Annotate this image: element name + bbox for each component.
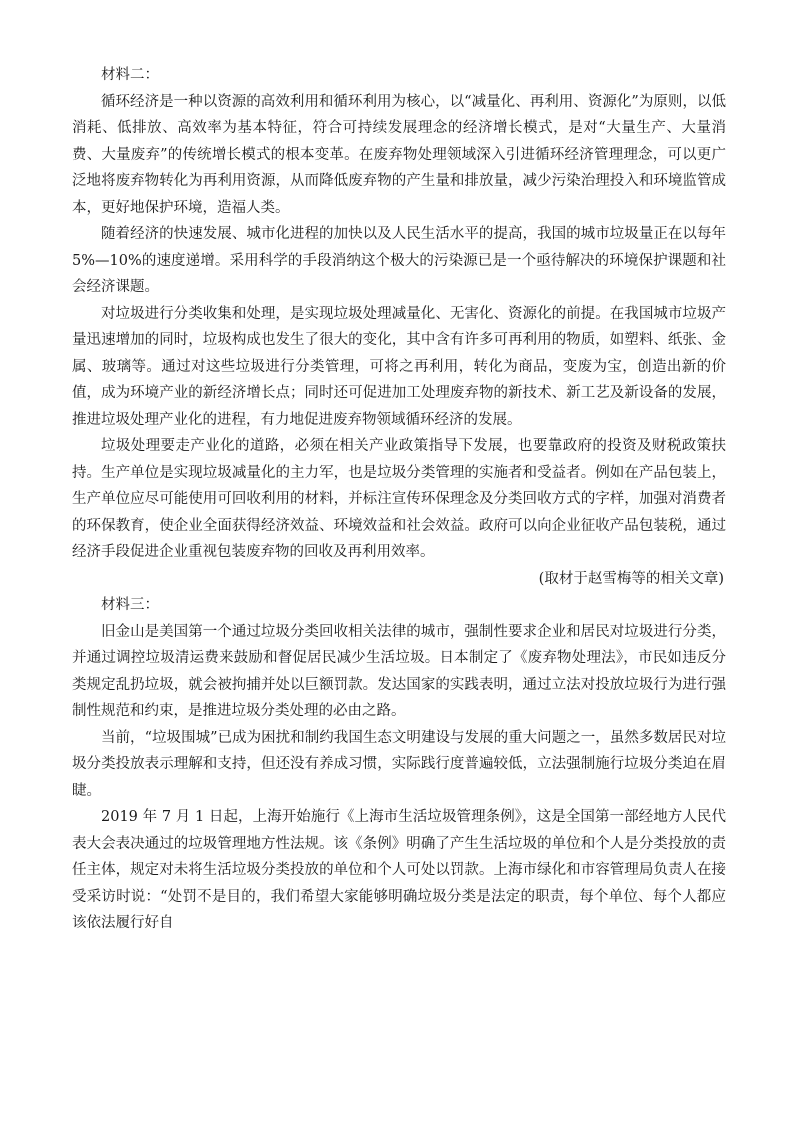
material-three-paragraph-2: 当前，“垃圾围城”已成为困扰和制约我国生态文明建设与发展的重大问题之一，虽然多数居民对垃圾分类投放表示理解和支持，但还没有养成习惯，实际践行度普遍较低，立法强制施行垃圾分类迫在眉睫。 [72,729,726,799]
material-two-source: (取材于赵雪梅等的相关文章) [538,570,724,587]
material-three-paragraph-3: 2019 年 7 月 1 日起，上海开始施行《上海市生活垃圾管理条例》，这是全国第一部经地方人民代表大会表决通过的垃圾管理地方性法规。该《条例》明确了产生生活垃圾的单位和个人是分类投放的责任主体，规定对未将生活垃圾分类投放的单位和个人可处以罚款。上海市绿化和市容管理局负责人在接受采访时说：“处罚不是目的，我们希望大家能够明确垃圾分类是法定的职责，每个单位、每个人都应该依法履行好自 [72,809,726,931]
document-body [72,62,726,937]
material-two-paragraph-4: 垃圾处理要走产业化的道路，必须在相关产业政策指导下发展，也要靠政府的投资及财税政策扶持。生产单位是实现垃圾减量化的主力军，也是垃圾分类管理的实施者和受益者。例如在产品包装上，生产单位应尽可能使用可回收利用的材料，并标注宣传环保理念及分类回收方式的字样，加强对消费者的环保教育，使企业全面获得经济效益、环境效益和社会效益。政府可以向企业征收产品包装税，通过经济手段促进企业重视包装废弃物的回收及再利用效率。 [72,438,726,560]
material-two-heading: 材料二： [101,67,159,83]
material-two-paragraph-3: 对垃圾进行分类收集和处理，是实现垃圾处理减量化、无害化、资源化的前提。在我国城市垃圾产量迅速增加的同时，垃圾构成也发生了很大的变化，其中含有许多可再利用的物质，如塑料、纸张、金属、玻璃等。通过对这些垃圾进行分类管理，可将之再利用，转化为商品，变废为宝，创造出新的价值，成为环境产业的新经济增长点；同时还可促进加工处理废弃物的新技术、新工艺及新设备的发展，推进垃圾处理产业化的进程，有力地促进废弃物领域循环经济的发展。 [72,305,726,428]
material-three-heading: 材料三： [101,597,159,613]
material-two-paragraph-1: 循环经济是一种以资源的高效利用和循环利用为核心，以“减量化、再利用、资源化”为原则，以低消耗、低排放、高效率为基本特征，符合可持续发展理念的经济增长模式，是对“大量生产、大量消费、大量废弃”的传统增长模式的根本变革。在废弃物处理领域深入引进循环经济管理理念，可以更广泛地将废弃物转化为再利用资源，从而降低废弃物的产生量和排放量，减少污染治理投入和环境监管成本，更好地保护环境，造福人类。 [72,93,726,216]
material-three-paragraph-1: 旧金山是美国第一个通过垃圾分类回收相关法律的城市，强制性要求企业和居民对垃圾进行分类，并通过调控垃圾清运费来鼓励和督促居民减少生活垃圾。日本制定了《废弃物处理法》，市民如违反分类规定乱扔垃圾，就会被拘捕并处以巨额罚款。发达国家的实践表明，通过立法对投放垃圾行为进行强制性规范和约束，是推进垃圾分类处理的必由之路。 [72,623,726,719]
material-two-paragraph-2: 随着经济的快速发展、城市化进程的加快以及人民生活水平的提高，我国的城市垃圾量正在以每年5%—10%的速度递增。采用科学的手段消纳这个极大的污染源已是一个亟待解决的环境保护课题和社会经济课题。 [72,226,726,295]
